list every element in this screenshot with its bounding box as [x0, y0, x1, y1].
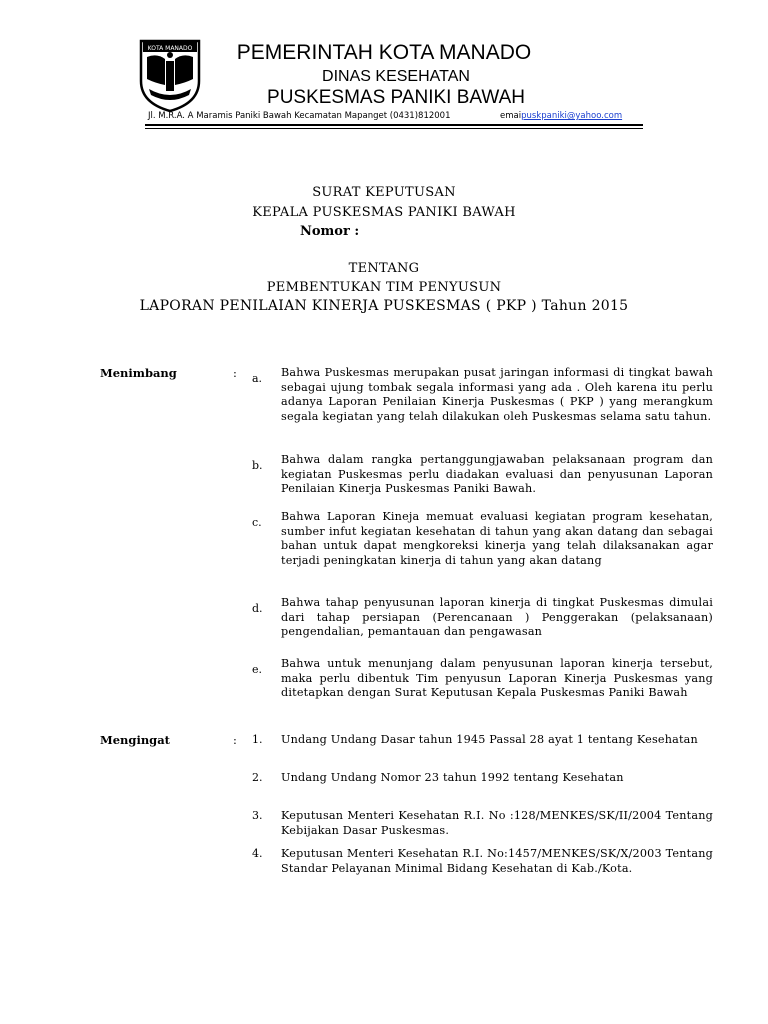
logo-text: KOTA MANADO: [147, 45, 193, 52]
email-group: [500, 110, 622, 122]
consideration-item-b: Bahwa dalam rangka pertanggungjawaban pelaksanaan program dan kegiatan Puskesmas perlu diadakan evaluasi dan penyusunan Laporan Penilaian Kinerja Puskesmas Paniki Bawah.: [281, 453, 713, 496]
legal-basis-item-1: Undang Undang Dasar tahun 1945 Passal 28 ayat 1 tentang Kesehatan: [281, 733, 698, 746]
legal-basis-item-3: Keputusan Menteri Kesehatan R.I. No :128/MENKES/SK/II/2004 Tentang Kebijakan Dasar Puskesmas.: [281, 809, 713, 837]
doc-title-kepala: KEPALA PUSKESMAS PANIKI BAWAH: [252, 205, 516, 220]
section-label-mengingat: Mengingat: [100, 733, 170, 747]
doc-title-laporan: LAPORAN PENILAIAN KINERJA PUSKESMAS ( PKP ) Tahun 2015: [139, 298, 629, 314]
item-marker: 2.: [252, 771, 263, 784]
city-seal-logo: [137, 33, 203, 113]
item-marker: 3.: [252, 809, 263, 822]
consideration-item-d: Bahwa tahap penyusunan laporan kinerja di tingkat Puskesmas dimulai dari tahap persiapan (Perencanaan ) Penggerakan (pelaksanaan) pengendalian, pemantauan dan pengawasan: [281, 596, 713, 639]
address-text: Jl. M.R.A. A Maramis Paniki Bawah Kecamatan Mapanget (0431)812001: [148, 111, 451, 121]
item-marker: 1.: [252, 733, 263, 746]
email-label: emai: [500, 111, 522, 121]
section-colon: :: [233, 733, 237, 747]
item-marker: d.: [252, 602, 263, 615]
puskesmas-name: PUSKESMAS PANIKI BAWAH: [267, 87, 525, 108]
legal-basis-item-2: Undang Undang Nomor 23 tahun 1992 tentang Kesehatan: [281, 771, 624, 784]
section-label-menimbang: Menimbang: [100, 366, 177, 380]
doc-title-tentang: TENTANG: [348, 261, 420, 276]
item-marker: e.: [252, 663, 263, 676]
letterhead-divider-thin: [145, 128, 643, 129]
item-marker: c.: [252, 516, 262, 529]
item-marker: 4.: [252, 847, 263, 860]
government-name: PEMERINTAH KOTA MANADO: [236, 41, 532, 64]
section-colon: :: [233, 366, 237, 380]
legal-basis-item-4: Keputusan Menteri Kesehatan R.I. No:1457/MENKES/SK/X/2003 Tentang Standar Pelayanan Minimal Bidang Kesehatan di Kab./Kota.: [281, 847, 713, 875]
doc-title-surat-keputusan: SURAT KEPUTUSAN: [312, 185, 456, 200]
consideration-item-c: Bahwa Laporan Kineja memuat evaluasi kegiatan program kesehatan, sumber infut kegiatan kesehatan di tahun yang akan datang dan sebagai bahan untuk dapat mengkoreksi kinerja yang telah dilaksanakan agar terjadi peningkatan kinerja di tahun yang akan datang: [281, 510, 713, 567]
item-marker: b.: [252, 459, 263, 472]
letterhead-address-line: [148, 110, 623, 122]
item-marker: a.: [252, 372, 263, 385]
doc-title-pembentukan: PEMBENTUKAN TIM PENYUSUN: [266, 280, 502, 295]
consideration-item-a: Bahwa Puskesmas merupakan pusat jaringan informasi di tingkat bawah sebagai ujung tombak segala informasi yang ada . Oleh karena itu perlu adanya Laporan Penilaian Kinerja Puskesmas ( PKP ) yang merangkum segala kegiatan yang telah dilakukan oleh Puskesmas selama satu tahun.: [281, 366, 713, 423]
doc-number: Nomor :: [300, 224, 360, 239]
consideration-item-e: Bahwa untuk menunjang dalam penyusunan laporan kinerja tersebut, maka perlu dibentuk Tim penyusun Laporan Kinerja Puskesmas yang ditetapkan dengan Surat Keputusan Kepala Puskesmas Paniki Bawah: [281, 657, 713, 700]
letterhead-divider-thick: [145, 124, 643, 126]
agency-name: DINAS KESEHATAN: [322, 68, 470, 85]
email-link[interactable]: puskpaniki@yahoo.com: [521, 111, 623, 121]
